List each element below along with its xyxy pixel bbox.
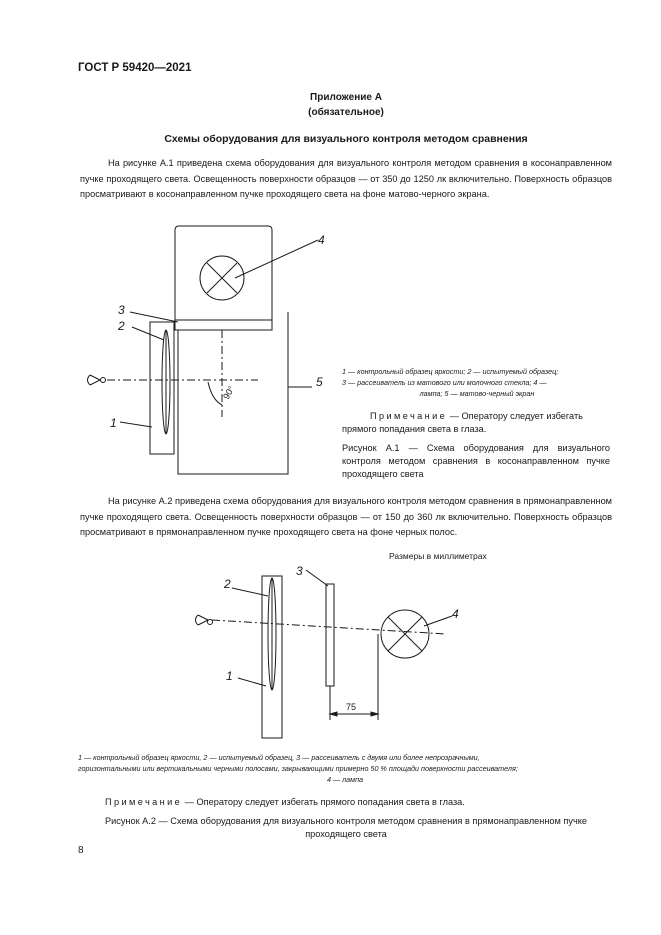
- label-1: 1: [226, 669, 233, 683]
- fig1-caption: Рисунок А.1 — Схема оборудования для визуального контроля методом сравнения в косонаправленном пучке проходящего света: [342, 443, 610, 479]
- label-2: 2: [118, 319, 125, 333]
- appendix-status: (обязательное): [308, 107, 384, 118]
- figure-a2-diagram: [190, 560, 480, 742]
- fig1-note-word: Примечание: [370, 411, 448, 421]
- label-4: 4: [318, 233, 325, 247]
- fig2-note-word: Примечание: [105, 797, 183, 807]
- eye-icon: [88, 375, 101, 385]
- label-4: 4: [452, 607, 459, 621]
- eye-icon: [196, 615, 209, 625]
- lamp-housing: [175, 226, 272, 330]
- diffuser-with-stripes: [326, 584, 334, 686]
- paragraph-fig2-intro: На рисунке А.2 приведена схема оборудования для визуального контроля методом сравнения в прямонаправленном пучке проходящего света. Освещенность поверхности образцов — от 150 до 360 лк включительно. Поверхность образцов просматривают в прямонаправленном пучке проходящего света на фоне черных полос.: [80, 496, 612, 537]
- diffuser-plate: [175, 320, 272, 330]
- dimension-75: 75: [346, 702, 357, 712]
- fig2-caption-line1: Рисунок А.2 — Схема оборудования для визуального контроля методом сравнения в прямонаправленном пучке: [104, 816, 588, 826]
- document-code: ГОСТ Р 59420—2021: [78, 62, 192, 74]
- section-title: Схемы оборудования для визуального контроля методом сравнения: [164, 133, 528, 145]
- fig1-legend-line1: 1 — контрольный образец яркости; 2 — испытуемый образец;: [342, 367, 559, 376]
- fig1-note: [342, 410, 610, 436]
- label-1: 1: [110, 416, 117, 430]
- fig2-legend-line1: 1 — контрольный образец яркости, 2 — испытуемый образец, 3 — рассеиватель с двумя или более непрозрачными,: [78, 753, 480, 762]
- fig2-caption: [60, 815, 632, 841]
- label-3: 3: [296, 564, 303, 578]
- page-number: 8: [78, 845, 84, 856]
- fig2-legend-line2: горизонтальными или вертикальными черными полосами, закрывающими примерно 50 % площади поверхности рассеивателя;: [78, 764, 518, 773]
- fig2-caption-line2: проходящего света: [305, 829, 387, 839]
- fig1-legend: [342, 366, 612, 399]
- fig1-legend-line3: лампа; 5 — матово-черный экран: [419, 389, 535, 398]
- label-5: 5: [316, 375, 323, 389]
- fig2-note: [105, 796, 615, 809]
- figure-a1-diagram: [80, 222, 325, 482]
- units-note: Размеры в миллиметрах: [389, 551, 487, 561]
- optical-axis: [212, 620, 446, 634]
- fig2-legend-line3: 4 — лампа: [326, 775, 364, 784]
- fig1-note-text: — Оператору следует избегать прямого попадания света в глаза.: [342, 411, 583, 434]
- label-5-holder: [312, 372, 332, 392]
- appendix-title: Приложение А: [310, 92, 382, 103]
- label-3: 3: [118, 303, 125, 317]
- fig2-note-text: — Оператору следует избегать прямого попадания света в глаза.: [182, 797, 465, 807]
- fig2-legend: [78, 752, 612, 785]
- paragraph-fig1-intro: На рисунке А.1 приведена схема оборудования для визуального контроля методом сравнения в косонаправленном пучке проходящего света. Освещенность поверхности образцов — от 350 до 1250 лк включительно. Поверхность образцов просматривают в косонаправленном пучке проходящего света на фоне матово-черного экрана.: [80, 158, 612, 199]
- angle-label: 90°: [221, 384, 237, 401]
- fig1-legend-line2: 3 — рассеиватель из матового или молочного стекла; 4 —: [342, 378, 547, 387]
- label-2: 2: [224, 577, 231, 591]
